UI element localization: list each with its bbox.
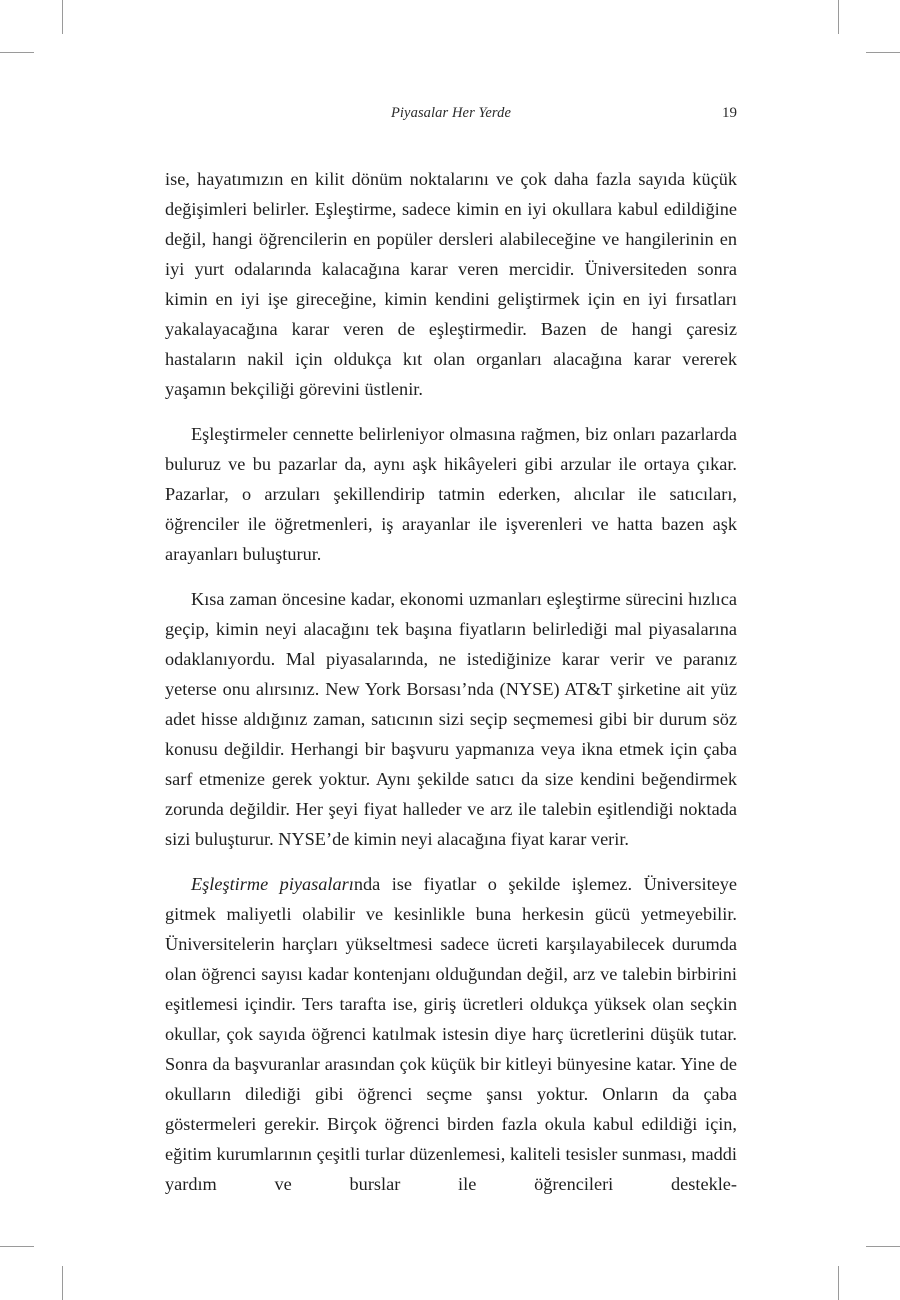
crop-mark-left-lower [0,1246,34,1247]
running-title: Piyasalar Her Yerde [390,105,512,121]
paragraph-4 [165,869,737,1199]
paragraph-4-text: nda ise fiyatlar o şekilde işlemez. Üniversiteye gitmek maliyetli olabilir ve kesinlikle buna herkesin gücü yetmeyebilir. Üniversitelerin harçları yükseltmesi sadece ücreti karşılayabilecek durumda olan öğrenci sayısı kadar kontenjanı olduğundan değil, arz ve talebin birbirini eşitlemesi içindir. Ters tarafta ise, giriş ücretleri oldukça yüksek olan seçkin okullar, çok sayıda öğrenci katılmak istesin diye harç ücretlerini düşük tutar. Sonra da başvuranlar arasından çok küçük bir kitleyi bünyesine katar. Yine de okulların dilediği gibi öğrenci seçme şansı yoktur. Onların da çaba göstermeleri gerekir. Birçok öğrenci birden fazla okula kabul edildiği için, eğitim kurumlarının çeşitli turlar düzenlemesi, kaliteli tesisler sunması, maddi yardım ve burslar ile öğrencileri destekle- [165,874,738,1194]
paragraph-3: Kısa zaman öncesine kadar, ekonomi uzmanları eşleştirme sürecini hızlıca geçip, kimin neyi alacağını tek başına fiyatların belirlediği mal piyasalarına odaklanıyordu. Mal piyasalarında, ne istediğinize karar verir ve paranız yeterse onu alırsınız. New York Borsası’nda (NYSE) AT&T şirketine ait yüz adet hisse aldığınız zaman, satıcının sizi seçip seçmemesi gibi bir durum söz konusu değildir. Herhangi bir başvuru yapmanıza veya ikna etmek için çaba sarf etmenize gerek yoktur. Aynı şekilde satıcı da size kendini beğendirmek zorunda değildir. Her şeyi fiyat halleder ve arz ile talebin eşitlendiği noktada sizi buluşturur. NYSE’de kimin neyi alacağına fiyat karar verir. [165,589,737,849]
paragraph-1: ise, hayatımızın en kilit dönüm noktalarını ve çok daha fazla sayıda küçük değişimleri belirler. Eşleştirme, sadece kimin en iyi okullara kabul edildiğine değil, hangi öğrencilerin en popüler dersleri alabileceğine ve hangilerinin en iyi yurt odalarında kalacağına karar veren mercidir. Üniversiteden sonra kimin en iyi işe gireceğine, kimin kendini geliştirmek için en iyi fırsatları yakalayacağına karar veren de eşleştirmedir. Bazen de hangi çaresiz hastaların nakil için oldukça kıt olan organları alacağına karar vererek yaşamın bekçiliği görevini üstlenir. [165,169,737,399]
italic-term: Eşleştirme piyasaları [191,874,354,894]
crop-mark-left-upper [0,52,34,53]
crop-mark-right-lower [866,1246,900,1247]
paragraph-2: Eşleştirmeler cennette belirleniyor olmasına rağmen, biz onları pazarlarda buluruz ve bu pazarlar da, aynı aşk hikâyeleri gibi arzular ile ortaya çıkar. Pazarlar, o arzuları şekillendirip tatmin ederken, alıcılar ile satıcıları, öğrenciler ile öğretmenleri, iş arayanlar ile işverenleri ve hatta bazen aşk arayanları buluşturur. [165,424,737,564]
crop-mark-top-right [838,0,839,34]
body-text [165,164,737,1214]
crop-mark-top-left [62,0,63,34]
page-number: 19 [722,105,737,121]
running-head [165,105,737,127]
crop-mark-right-upper [866,52,900,53]
crop-mark-bottom-right [838,1266,839,1300]
crop-mark-bottom-left [62,1266,63,1300]
